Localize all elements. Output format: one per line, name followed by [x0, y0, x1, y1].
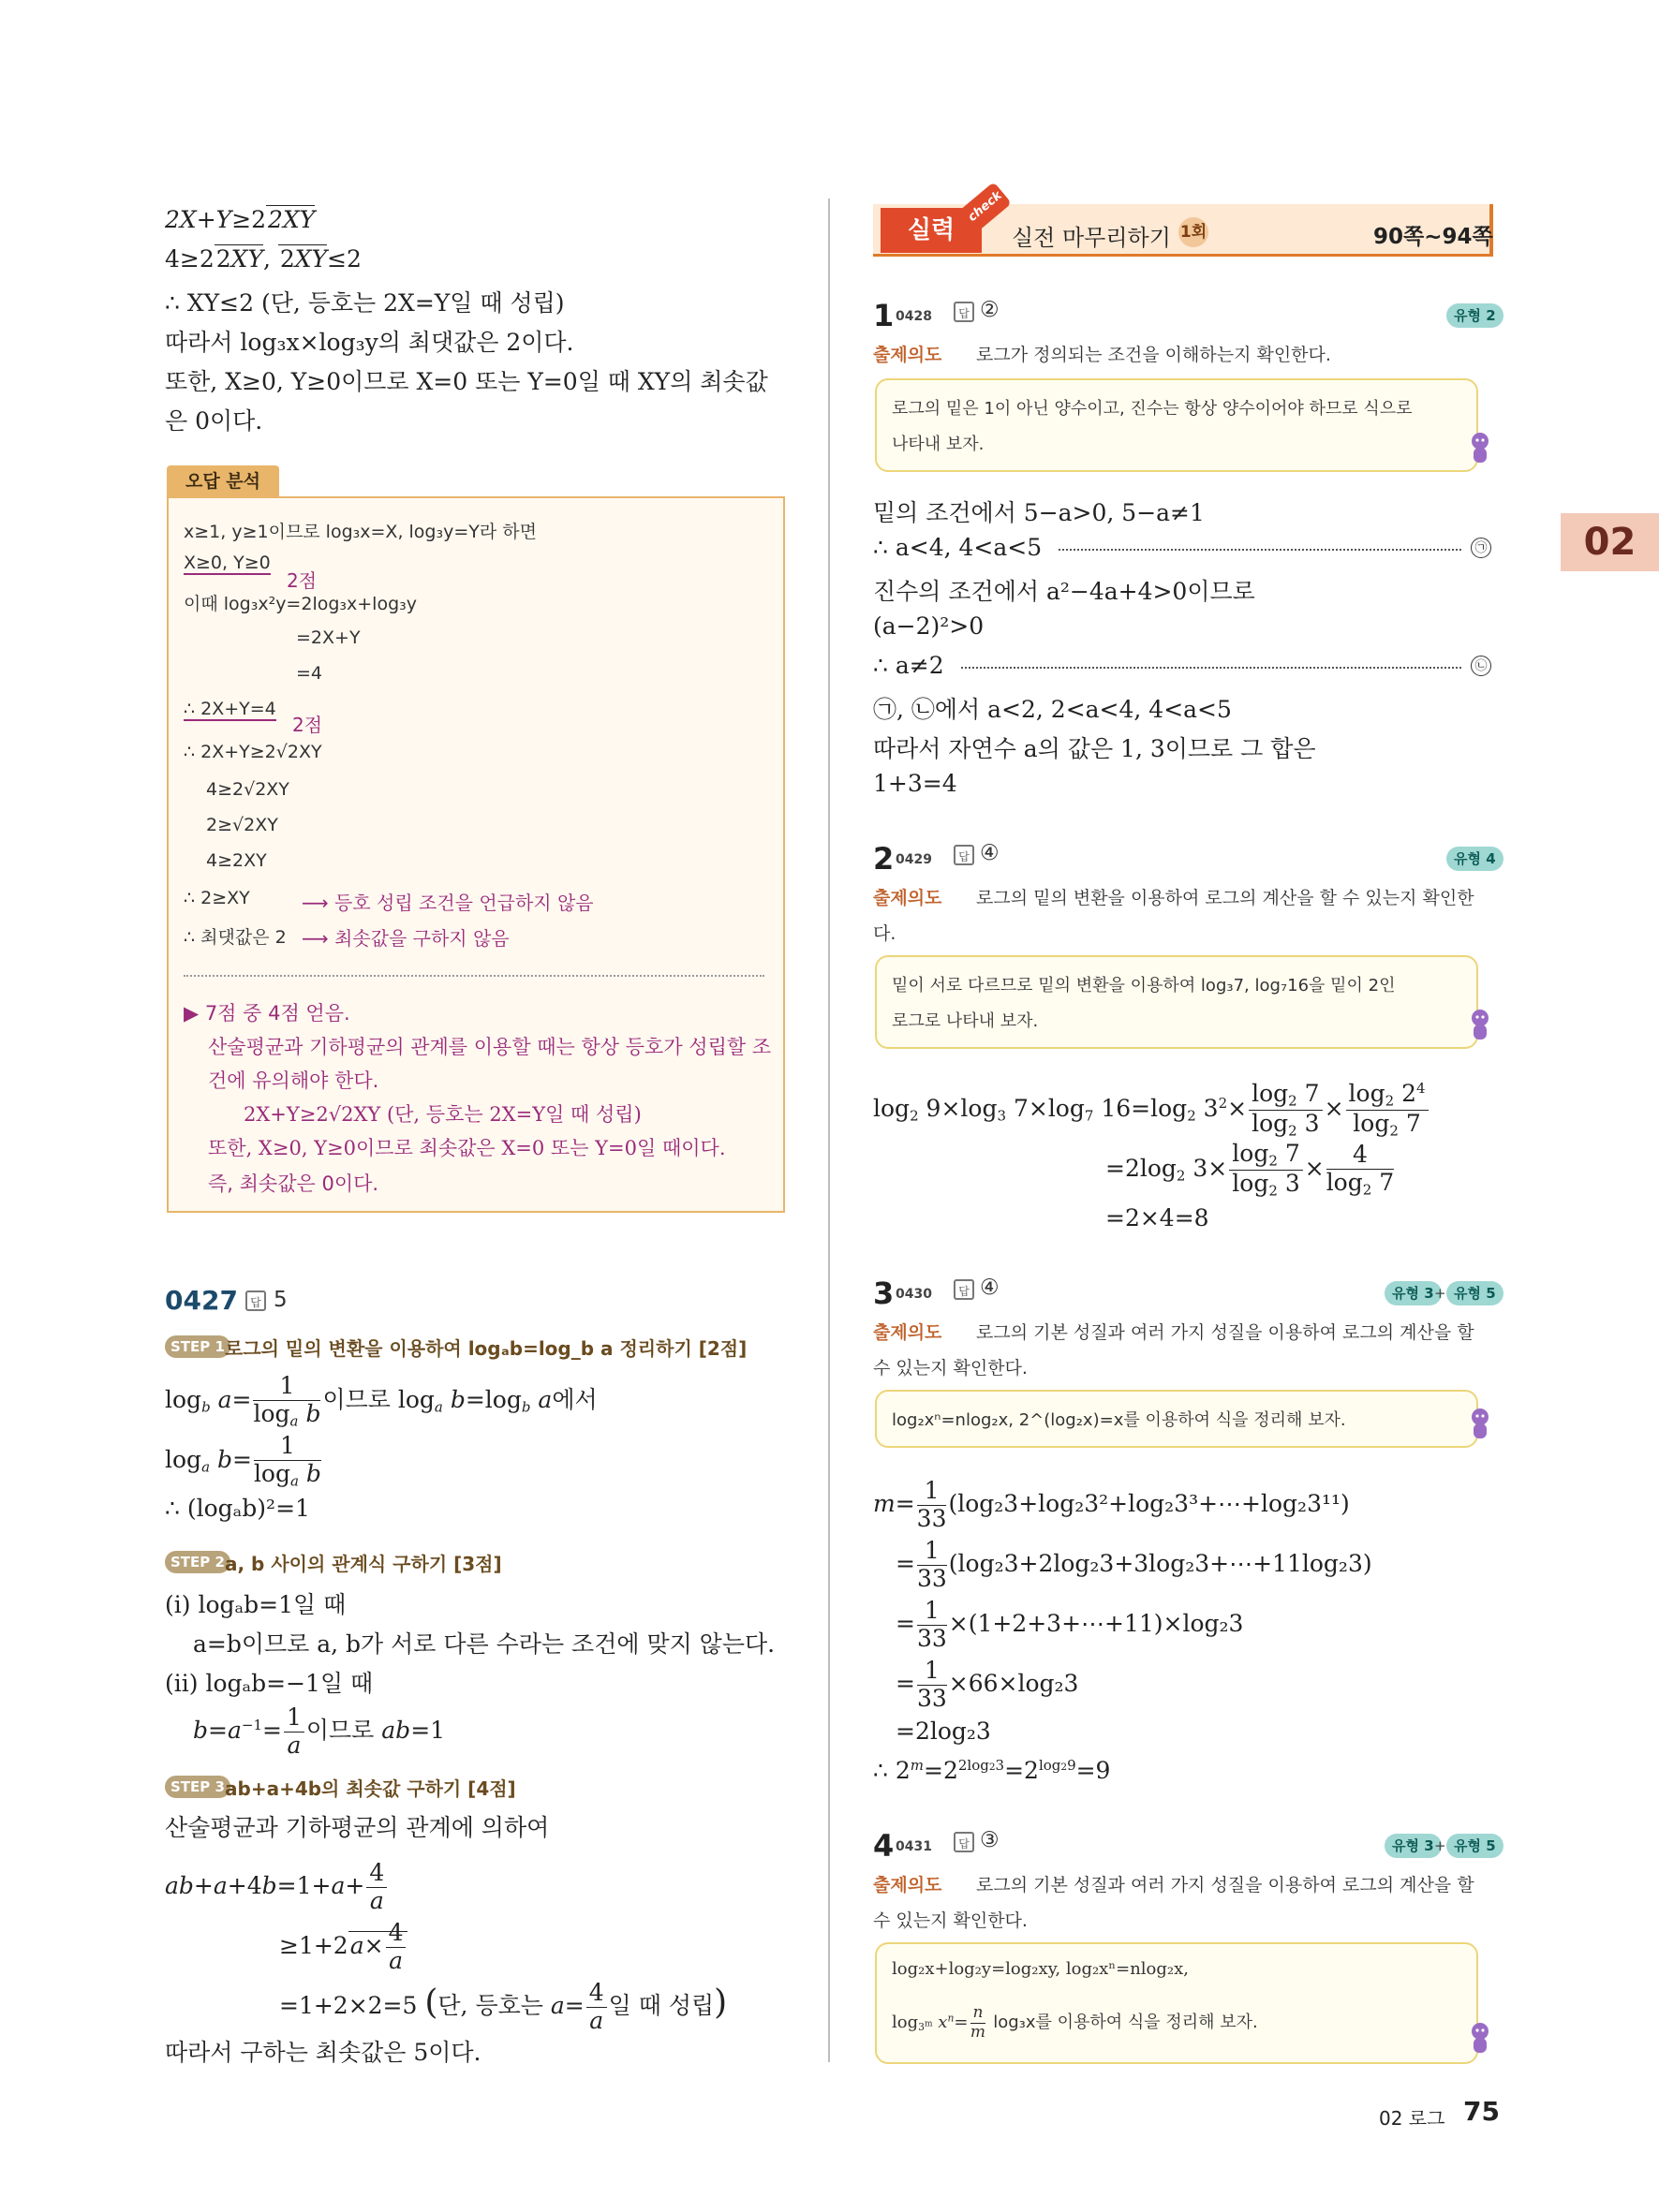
equation-marker: ㉡: [1471, 656, 1491, 676]
solution-line: 산술평균과 기하평균의 관계에 의하여: [165, 1814, 550, 1841]
type-tag: 유형 2: [1446, 303, 1503, 328]
solution-line: a=b이므로 a, b가 서로 다른 수라는 조건에 맞지 않는다.: [193, 1630, 776, 1658]
solution-line: ∴ a<4, 4<a<5: [873, 534, 1043, 561]
type-tag: 유형 5: [1446, 1834, 1503, 1858]
hint-text: log₂x+log₂y=log₂xy, log₂xⁿ=nlog₂x,: [892, 1959, 1190, 1979]
type-tag: 유형 5: [1446, 1281, 1503, 1305]
solution-line: ∴ XY≤2 (단, 등호는 2X=Y일 때 성립): [165, 289, 565, 317]
hint-box: [875, 1942, 1478, 2064]
round-badge: 1회: [1178, 217, 1208, 247]
solution-line: 은 0이다.: [165, 407, 263, 435]
mascot-icon: [1467, 1407, 1493, 1444]
step-badge: STEP 2: [165, 1551, 230, 1573]
score-note: 2점: [287, 569, 318, 592]
step-badge: STEP 3: [165, 1776, 230, 1798]
hint-box: [875, 378, 1478, 472]
solution-line: ab+a+4b=1+a+ $\frac{4}{a}$: [165, 1860, 389, 1915]
answer-icon: 답: [245, 1290, 266, 1311]
type-tag: 유형 3: [1385, 1281, 1442, 1305]
solution-line: (ⅰ) logₐb=1일 때: [165, 1591, 347, 1618]
problem-number: 4: [873, 1828, 895, 1864]
handwritten-line: =4: [296, 663, 323, 684]
solution-line: ≥1+2a× $\frac{4}{a}$: [279, 1920, 407, 1975]
hint-text: 로그의 밑은 1이 아닌 양수이고, 진수는 항상 양수이어야 하므로 식으로: [892, 399, 1413, 419]
error-note: ⟶ 최솟값을 구하지 않음: [302, 927, 510, 950]
step-badge: STEP 1: [165, 1335, 230, 1358]
solution-line: $\log_2 9\times\log_3$ $7\times\log_7$ $16=\log_2$ $3^2\times$ $\frac{\log_2 7}{\log_2 3}$ × $\frac{\log_2 2^4}{\log_2 7}$: [873, 1081, 1430, 1140]
answer-value: 5: [274, 1288, 288, 1312]
solution-line: 따라서 구하는 최솟값은 5이다.: [165, 2039, 481, 2066]
answer-value: ③: [980, 1828, 1000, 1852]
solution-line: =2log₂3: [896, 1718, 991, 1745]
hint-box: [875, 955, 1478, 1049]
error-analysis-tab: 오답 분석: [167, 465, 279, 497]
solution-line: 4≥22XY, 2XY≤2: [165, 245, 362, 273]
intent-text: 수 있는지 확인한다.: [873, 1358, 1028, 1379]
hint-text: log₂xⁿ=nlog₂x, 2^(log₂x)=x를 이용하여 식을 정리해 보자.: [892, 1410, 1346, 1430]
handwritten-line: 2≥√2XY: [206, 815, 278, 835]
solution-line: 또한, X≥0, Y≥0이므로 X=0 또는 Y=0일 때 XY의 최솟값: [165, 368, 768, 395]
solution-line: 따라서 자연수 a의 값은 1, 3이므로 그 합은: [873, 735, 1316, 762]
solution-line: $\log_a b=$ $\frac{1}{\log_a b}$: [165, 1432, 321, 1490]
hint-text: 로그로 나타내 보자.: [892, 1011, 1039, 1031]
mascot-icon: [1467, 431, 1493, 468]
answer-value: ④: [980, 1276, 1000, 1300]
handwritten-line: ∴ 2X+Y≥2√2XY: [184, 742, 322, 762]
problem-code: 0429: [896, 852, 932, 867]
solution-line: (ⅱ) logₐb=−1일 때: [165, 1670, 374, 1697]
solution-line: = $\frac{1}{33}$ ×(1+2+3+⋯+11)×log₂3: [896, 1597, 1244, 1652]
problem-code: 0431: [896, 1839, 932, 1854]
footer-chapter: 02 로그: [1379, 2107, 1445, 2130]
hint-box: [875, 1390, 1478, 1448]
hint-text: 밑이 서로 다르므로 밑의 변환을 이용하여 log₃7, log₇16을 밑이 2인: [892, 976, 1396, 995]
comment-line: 또한, X≥0, Y≥0이므로 최솟값은 X=0 또는 Y=0일 때이다.: [208, 1137, 726, 1159]
error-note: ⟶ 등호 성립 조건을 언급하지 않음: [302, 892, 594, 914]
plus-sign: +: [1434, 1285, 1446, 1302]
intent-text: 로그의 기본 성질과 여러 가지 성질을 이용하여 로그의 계산을 할: [976, 1875, 1474, 1895]
handwritten-line: =2X+Y: [296, 627, 361, 648]
level-badge: 실력: [881, 208, 982, 253]
solution-line: 밑의 조건에서 5−a>0, 5−a≠1: [873, 499, 1205, 526]
solution-line: (a−2)²>0: [873, 612, 985, 640]
solution-line: ∴ (logₐb)²=1: [165, 1495, 310, 1522]
section-title: 실전 마무리하기: [1012, 225, 1171, 251]
answer-value: ④: [980, 841, 1000, 865]
intent-text: 로그가 정의되는 조건을 이해하는지 확인한다.: [976, 345, 1331, 365]
problem-number: 0427: [165, 1285, 238, 1316]
step-title: 로그의 밑의 변환을 이용하여 logₐb=log_b a 정리하기 [2점]: [225, 1337, 748, 1360]
handwritten-line: ∴ 2X+Y=4: [184, 699, 276, 719]
intent-text: 로그의 기본 성질과 여러 가지 성질을 이용하여 로그의 계산을 할: [976, 1322, 1474, 1343]
type-tag: 유형 4: [1446, 847, 1503, 871]
handwritten-line: ∴ 2≥XY: [184, 888, 250, 908]
answer-icon: 답: [954, 302, 974, 322]
handwritten-line: 4≥2XY: [206, 850, 267, 871]
step-title: ab+a+4b의 최솟값 구하기 [4점]: [225, 1777, 516, 1800]
answer-icon: 답: [954, 1832, 974, 1852]
hint-text: $\log_{3^m} x^n=$ $\frac{n}{m}$ log₃x를 이용하여 식을 정리해 보자.: [892, 2003, 1258, 2042]
comment-line: 즉, 최솟값은 0이다.: [208, 1172, 379, 1195]
handwritten-line: 이때 log₃x²y=2log₃x+log₃y: [184, 594, 418, 614]
solution-line: ∴ a≠2: [873, 652, 944, 679]
answer-icon: 답: [954, 1279, 974, 1300]
solution-line: 1+3=4: [873, 770, 957, 797]
problem-number: 1: [873, 298, 895, 333]
intent-text: 다.: [873, 923, 896, 944]
type-tag: 유형 3: [1385, 1834, 1442, 1858]
solution-line: =2×4=8: [1105, 1204, 1209, 1231]
chapter-side-tab: 02: [1561, 513, 1659, 571]
problem-number: 3: [873, 1276, 895, 1311]
problem-code: 0428: [896, 309, 932, 324]
mascot-icon: [1467, 2021, 1493, 2058]
solution-line: ㉠, ㉡에서 a<2, 2<a<4, 4<a<5: [873, 696, 1232, 723]
intent-text: 수 있는지 확인한다.: [873, 1910, 1028, 1931]
comment-line: ▶ 7점 중 4점 얻음.: [184, 1002, 350, 1025]
solution-line: ∴ $2^m=2^{2log23}=2^{log29}=9$: [873, 1757, 1111, 1784]
intent-label: 출제의도: [873, 888, 942, 908]
hint-text: 나타내 보자.: [892, 435, 985, 454]
handwritten-line: 4≥2√2XY: [206, 779, 289, 800]
plus-sign: +: [1434, 1837, 1446, 1854]
problem-number: 2: [873, 841, 895, 877]
handwritten-line: x≥1, y≥1이므로 log₃x=X, log₃y=Y라 하면: [184, 522, 537, 542]
mascot-icon: [1467, 1008, 1493, 1045]
solution-line: 따라서 log₃x×log₃y의 최댓값은 2이다.: [165, 329, 574, 356]
comment-line: 산술평균과 기하평균의 관계를 이용할 때는 항상 등호가 성립할 조: [208, 1036, 772, 1058]
solution-line: m= $\frac{1}{33}$ (log₂3+log₂3²+log₂3³+⋯+log₂3¹¹): [873, 1477, 1350, 1532]
solution-line: $\log_b a=$ $\frac{1}{\log_a b}$ 이므로 $\log_a b=\log_b$ a에서: [165, 1372, 598, 1430]
answer-icon: 답: [954, 845, 974, 865]
solution-line: 2X+Y≥22XY: [165, 206, 316, 233]
equation-marker: ㉠: [1471, 538, 1491, 558]
dotted-leader: [961, 667, 1461, 669]
solution-line: $b=a^{-1}=$ $\frac{1}{a}$ 이므로 ab=1: [193, 1703, 446, 1759]
step-title: a, b 사이의 관계식 구하기 [3점]: [225, 1553, 502, 1575]
page-range: 90쪽~94쪽: [1373, 225, 1493, 249]
solution-line: =1+2×2=5 (단, 등호는 a= $\frac{4}{a}$ 일 때 성립): [279, 1979, 728, 2034]
column-divider: [828, 199, 830, 2062]
solution-line: 진수의 조건에서 a²−4a+4>0이므로: [873, 578, 1255, 605]
handwritten-line: X≥0, Y≥0: [184, 553, 271, 573]
intent-label: 출제의도: [873, 1875, 942, 1895]
solution-line: = $\frac{1}{33}$ ×66×log₂3: [896, 1657, 1079, 1712]
intent-label: 출제의도: [873, 1322, 942, 1343]
intent-label: 출제의도: [873, 345, 942, 365]
comment-line: 2X+Y≥2√2XY (단, 등호는 2X=Y일 때 성립): [244, 1103, 642, 1126]
problem-code: 0430: [896, 1287, 932, 1302]
intent-text: 로그의 밑의 변환을 이용하여 로그의 계산을 할 수 있는지 확인한: [976, 888, 1474, 908]
dotted-leader: [1059, 549, 1461, 551]
solution-line: $=2\log_2$ 3× $\frac{\log_2 7}{\log_2 3}$ × $\frac{4}{\log_2 7}$: [1105, 1140, 1395, 1200]
comment-line: 건에 유의해야 한다.: [208, 1069, 379, 1092]
answer-value: ②: [980, 298, 1000, 322]
handwritten-line: ∴ 최댓값은 2: [184, 927, 287, 948]
score-note: 2점: [292, 714, 323, 736]
check-badge: check: [959, 182, 1012, 232]
page-number: 75: [1463, 2096, 1500, 2127]
dotted-divider: [184, 975, 764, 977]
solution-line: = $\frac{1}{33}$ (log₂3+2log₂3+3log₂3+⋯+11log₂3): [896, 1537, 1372, 1592]
